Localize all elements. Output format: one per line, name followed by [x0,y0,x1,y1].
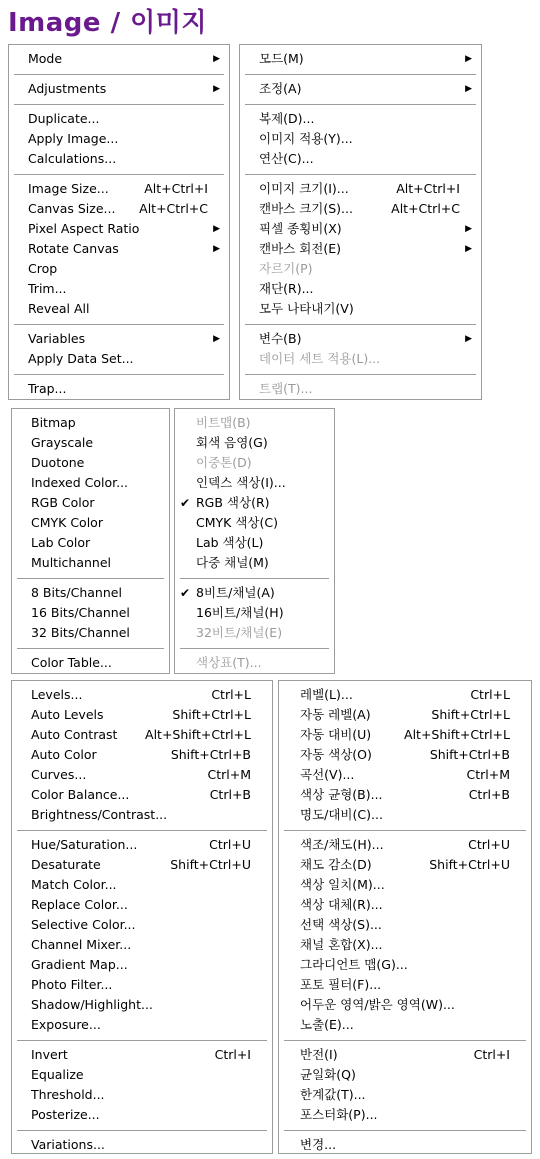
menu-item-shortcut: Ctrl+I [214,1047,251,1062]
menu-item-label: Shadow/Highlight... [31,997,153,1012]
menu-item-label: Calculations... [28,151,117,166]
menu-item-multichannel[interactable] [13,553,168,573]
menu-separator [180,578,329,579]
menu-item-auto-color[interactable] [13,745,271,765]
menu-item-x[interactable] [241,219,480,239]
menu-item-label: 회색 음영(G) [196,435,268,450]
menu-item-label: 모드(M) [259,51,304,66]
menu-item-canvas-size[interactable] [10,199,228,219]
menu-item-label: 16비트/채널(H) [196,605,284,620]
menu-item-shortcut: Alt+Shift+Ctrl+L [404,727,510,742]
menu-item-label: 곡선(V)... [300,767,355,782]
menu-item-shortcut: Ctrl+M [207,767,251,782]
menu-item-label: Brightness/Contrast... [31,807,168,822]
menu-item-d[interactable] [280,855,530,875]
menu-item-8-bits-channel[interactable] [13,583,168,603]
menu-item-h[interactable] [280,835,530,855]
submenu-arrow-icon: ▶ [213,334,220,344]
menu-item-label: Lab 색상(L) [196,535,264,550]
menu-item-reveal-all[interactable] [10,299,228,319]
menu-item-label: 8비트/채널(A) [196,585,275,600]
menu-item-label: 32비트/채널(E) [196,625,283,640]
menu-separator [245,74,476,75]
menu-item-shortcut: Shift+Ctrl+L [172,707,251,722]
menu-item-indexed-color[interactable] [13,473,168,493]
menu-item-shortcut: Shift+Ctrl+B [429,747,510,762]
menu-item-16-h[interactable] [176,603,333,623]
menu-item-label: Auto Contrast [31,727,118,742]
menu-item-label: 복제(D)... [259,111,315,126]
menu-item-label: Auto Color [31,747,97,762]
menu-item-replace-color[interactable] [13,895,271,915]
menu-item-label: Auto Levels [31,707,104,722]
menu-item-mode[interactable] [10,49,228,69]
menu-item-label: Invert [31,1047,68,1062]
menu-item-calculations[interactable] [10,149,228,169]
menu-item-g[interactable] [280,955,530,975]
menu-item-variables[interactable] [10,329,228,349]
menu-item-m[interactable] [280,875,530,895]
menu-item-r[interactable] [280,895,530,915]
menu-separator [14,104,224,105]
checkmark-icon: ✔ [180,496,191,510]
menu-item-label: Curves... [31,767,87,782]
menu-item-label: 비트맵(B) [196,415,251,430]
menu-item-lab-l[interactable] [176,533,333,553]
menu-item-v[interactable] [280,765,530,785]
menu-item-w[interactable] [280,995,530,1015]
menu-item-label: 재단(R)... [259,281,314,296]
menu-item-label: Desaturate [31,857,101,872]
menu-item-t[interactable] [280,1085,530,1105]
menu-item-label: 32 Bits/Channel [31,625,130,640]
mode-submenu-english [11,408,170,674]
menu-separator [245,324,476,325]
menu-item-label: Hue/Saturation... [31,837,138,852]
menu-item-i[interactable] [241,179,480,199]
menu-separator [17,830,267,831]
menu-item-c[interactable] [280,805,530,825]
menu-item-levels[interactable] [13,685,271,705]
menu-item-i[interactable] [280,1045,530,1065]
adjustments-submenu-korean [278,680,532,1154]
menu-item-label: 명도/대비(C)... [300,807,383,822]
menu-item-p [241,259,480,279]
menu-item-image-size[interactable] [10,179,228,199]
menu-separator [17,1130,267,1131]
menu-item-shortcut: Shift+Ctrl+U [429,857,510,872]
submenu-arrow-icon: ▶ [213,84,220,94]
menu-item-label: Duotone [31,455,85,470]
menu-item-l[interactable] [280,685,530,705]
menu-item-label: 선택 색상(S)... [300,917,382,932]
menu-item-rgb-color[interactable] [13,493,168,513]
menu-item-label: Trap... [28,381,67,396]
menu-item-label: 색상 균형(B)... [300,787,383,802]
menu-item-label: RGB Color [31,495,95,510]
menu-item-label: 변수(B) [259,331,302,346]
menu-item-color-table[interactable] [13,653,168,673]
menu-item-label: Reveal All [28,301,90,316]
menu-item-s[interactable] [241,199,480,219]
menu-item-b [176,413,333,433]
menu-item-label: Selective Color... [31,917,136,932]
menu-item-shortcut: Shift+Ctrl+B [170,747,251,762]
menu-item-grayscale[interactable] [13,433,168,453]
menu-item-label: Bitmap [31,415,76,430]
menu-item-shortcut: Alt+Ctrl+I [396,181,460,196]
menu-separator [245,104,476,105]
menu-item-trim[interactable] [10,279,228,299]
menu-item-label: 색상 대체(R)... [300,897,383,912]
menu-separator [284,830,526,831]
menu-item-label: 인덱스 색상(I)... [196,475,286,490]
menu-item-l [241,349,480,369]
mode-submenu-korean [174,408,335,674]
menu-item-shortcut: Ctrl+I [473,1047,510,1062]
menu-item-photo-filter[interactable] [13,975,271,995]
menu-item-t [176,653,333,673]
menu-item-label: Apply Image... [28,131,119,146]
menu-item-label: Image Size... [28,181,109,196]
submenu-arrow-icon: ▶ [465,244,472,254]
menu-separator [14,74,224,75]
menu-separator [17,1040,267,1041]
menu-item-q[interactable] [280,1065,530,1085]
menu-item-label: Canvas Size... [28,201,116,216]
adjustments-submenu-english [11,680,273,1154]
menu-item-label: Photo Filter... [31,977,113,992]
menu-item-bitmap[interactable] [13,413,168,433]
page-title: Image / 이미지 [8,8,208,38]
menu-separator [14,374,224,375]
menu-item-label: 노출(E)... [300,1017,354,1032]
menu-item-shortcut: Shift+Ctrl+L [431,707,510,722]
menu-item-label: CMYK Color [31,515,103,530]
menu-separator [14,324,224,325]
menu-item-label: Levels... [31,687,83,702]
menu-item-label: 8 Bits/Channel [31,585,122,600]
menu-item-label: Replace Color... [31,897,128,912]
menu-item-label: Equalize [31,1067,84,1082]
submenu-arrow-icon: ▶ [465,334,472,344]
menu-item-shortcut: Alt+Ctrl+C [391,201,460,216]
menu-item-p[interactable] [280,1105,530,1125]
menu-item-c[interactable] [241,149,480,169]
menu-item-trap[interactable] [10,379,228,399]
menu-item-posterize[interactable] [13,1105,271,1125]
menu-item-label: 조정(A) [259,81,302,96]
menu-separator [245,174,476,175]
menu-item-hue-saturation[interactable] [13,835,271,855]
menu-item-lab-color[interactable] [13,533,168,553]
menu-item-duplicate[interactable] [10,109,228,129]
menu-item-color-balance[interactable] [13,785,271,805]
menu-item-s[interactable] [280,915,530,935]
menu-item-label: Mode [28,51,63,66]
menu-item-label: 캔바스 크기(S)... [259,201,353,216]
image-menu-korean [239,44,482,400]
menu-item-auto-contrast[interactable] [13,725,271,745]
menu-item-label: Match Color... [31,877,117,892]
checkmark-icon: ✔ [180,586,191,600]
menu-item-b[interactable] [280,785,530,805]
menu-item-label: Pixel Aspect Ratio [28,221,140,236]
menu-item-invert[interactable] [13,1045,271,1065]
menu-item-label: 그라디언트 맵(G)... [300,957,408,972]
menu-item-16-bits-channel[interactable] [13,603,168,623]
submenu-arrow-icon: ▶ [213,54,220,64]
menu-item-label: 자동 레벨(A) [300,707,371,722]
menu-item-label: 한계값(T)... [300,1087,366,1102]
submenu-arrow-icon: ▶ [465,84,472,94]
menu-item-label: Apply Data Set... [28,351,134,366]
menu-item-label: Adjustments [28,81,107,96]
menu-separator [284,1040,526,1041]
menu-item-pixel-aspect-ratio[interactable] [10,219,228,239]
menu-item-label: 16 Bits/Channel [31,605,130,620]
menu-item-label: Indexed Color... [31,475,129,490]
menu-item-crop[interactable] [10,259,228,279]
menu-item-shortcut: Shift+Ctrl+U [170,857,251,872]
menu-item-auto-levels[interactable] [13,705,271,725]
menu-item-channel-mixer[interactable] [13,935,271,955]
menu-separator [17,578,164,579]
menu-item-label: 모두 나타내기(V) [259,301,354,316]
menu-item-shortcut: Alt+Ctrl+I [144,181,208,196]
menu-item-e[interactable] [280,1015,530,1035]
image-menu-english [8,44,230,400]
menu-item-selective-color[interactable] [13,915,271,935]
menu-item-32-e [176,623,333,643]
menu-item-label: CMYK 색상(C) [196,515,278,530]
menu-item-shortcut: Ctrl+U [209,837,251,852]
menu-item-label: 캔바스 회전(E) [259,241,341,256]
menu-item-u[interactable] [280,725,530,745]
menu-item-t [241,379,480,399]
menu-item-label: Posterize... [31,1107,100,1122]
menu-item-shortcut: Ctrl+U [468,837,510,852]
menu-separator [245,374,476,375]
menu-item-equalize[interactable] [13,1065,271,1085]
menu-item-label: 트랩(T)... [259,381,313,396]
menu-item-label: RGB 색상(R) [196,495,270,510]
menu-item-label: 어두운 영역/밝은 영역(W)... [300,997,455,1012]
menu-item-label: 포스터화(P)... [300,1107,378,1122]
menu-item-a[interactable] [280,705,530,725]
menu-item-label: 이중톤(D) [196,455,252,470]
menu-item-label: Color Table... [31,655,112,670]
menu-item-o[interactable] [280,745,530,765]
submenu-arrow-icon: ▶ [213,244,220,254]
menu-item-label: 색상표(T)... [196,655,262,670]
menu-item-v[interactable] [241,299,480,319]
menu-item-rotate-canvas[interactable] [10,239,228,259]
menu-item-label: Grayscale [31,435,94,450]
menu-item-shortcut: Alt+Shift+Ctrl+L [145,727,251,742]
menu-item-shadow-highlight[interactable] [13,995,271,1015]
menu-item-label: 채널 혼합(X)... [300,937,383,952]
menu-item-f[interactable] [280,975,530,995]
menu-item-label: 이미지 적용(Y)... [259,131,353,146]
menu-separator [180,648,329,649]
menu-item-rgb-r[interactable] [176,493,333,513]
menu-separator [17,648,164,649]
menu-item-label: Duplicate... [28,111,100,126]
menu-item-i[interactable] [176,473,333,493]
menu-item-apply-data-set[interactable] [10,349,228,369]
menu-item-desaturate[interactable] [13,855,271,875]
menu-item-b[interactable] [241,329,480,349]
menu-item-label: 변경... [300,1137,337,1152]
menu-item-label: 균일화(Q) [300,1067,356,1082]
menu-separator [284,1130,526,1131]
menu-item-32-bits-channel[interactable] [13,623,168,643]
menu-item-label: Variables [28,331,86,346]
menu-item-y[interactable] [241,129,480,149]
menu-item-label: Gradient Map... [31,957,128,972]
menu-item-match-color[interactable] [13,875,271,895]
menu-item-label: 이미지 크기(I)... [259,181,349,196]
menu-item-cmyk-c[interactable] [176,513,333,533]
menu-item-exposure[interactable] [13,1015,271,1035]
menu-item-label: Threshold... [31,1087,105,1102]
menu-item-curves[interactable] [13,765,271,785]
menu-item-label: 자르기(P) [259,261,313,276]
menu-item-m[interactable] [241,49,480,69]
menu-item-label: 반전(I) [300,1047,338,1062]
menu-item-gradient-map[interactable] [13,955,271,975]
menu-item-m[interactable] [176,553,333,573]
menu-item-label: Variations... [31,1137,105,1152]
submenu-arrow-icon: ▶ [465,54,472,64]
menu-item-label: 색상 일치(M)... [300,877,385,892]
menu-item-item-24[interactable] [280,1135,530,1155]
menu-item-x[interactable] [280,935,530,955]
menu-item-label: 자동 대비(U) [300,727,372,742]
menu-item-cmyk-color[interactable] [13,513,168,533]
menu-item-g[interactable] [176,433,333,453]
menu-item-label: Multichannel [31,555,112,570]
submenu-arrow-icon: ▶ [465,224,472,234]
submenu-arrow-icon: ▶ [213,224,220,234]
menu-item-label: Lab Color [31,535,91,550]
menu-item-adjustments[interactable] [10,79,228,99]
menu-item-variations[interactable] [13,1135,271,1155]
menu-item-shortcut: Alt+Ctrl+C [139,201,208,216]
menu-item-label: Exposure... [31,1017,101,1032]
menu-item-label: Crop [28,261,58,276]
menu-item-label: 색조/채도(H)... [300,837,384,852]
menu-item-label: 채도 감소(D) [300,857,372,872]
menu-item-label: Rotate Canvas [28,241,119,256]
menu-item-threshold[interactable] [13,1085,271,1105]
menu-item-r[interactable] [241,279,480,299]
menu-item-label: 자동 색상(O) [300,747,372,762]
menu-item-shortcut: Ctrl+L [470,687,510,702]
menu-item-label: 연산(C)... [259,151,314,166]
menu-item-shortcut: Ctrl+B [468,787,510,802]
menu-item-e[interactable] [241,239,480,259]
menu-item-label: Trim... [28,281,67,296]
menu-separator [14,174,224,175]
menu-item-8-a[interactable] [176,583,333,603]
menu-item-shortcut: Ctrl+B [209,787,251,802]
menu-item-label: 픽셀 종횡비(X) [259,221,342,236]
menu-item-brightness-contrast[interactable] [13,805,271,825]
menu-item-shortcut: Ctrl+M [466,767,510,782]
menu-item-label: 레벨(L)... [300,687,353,702]
menu-item-d[interactable] [241,109,480,129]
menu-item-label: 데이터 세트 적용(L)... [259,351,381,366]
menu-item-a[interactable] [241,79,480,99]
menu-item-duotone[interactable] [13,453,168,473]
menu-item-label: 다중 채널(M) [196,555,269,570]
menu-item-shortcut: Ctrl+L [211,687,251,702]
menu-item-d [176,453,333,473]
menu-item-label: Channel Mixer... [31,937,132,952]
menu-item-label: Color Balance... [31,787,130,802]
menu-item-label: 포토 필터(F)... [300,977,382,992]
menu-item-apply-image[interactable] [10,129,228,149]
